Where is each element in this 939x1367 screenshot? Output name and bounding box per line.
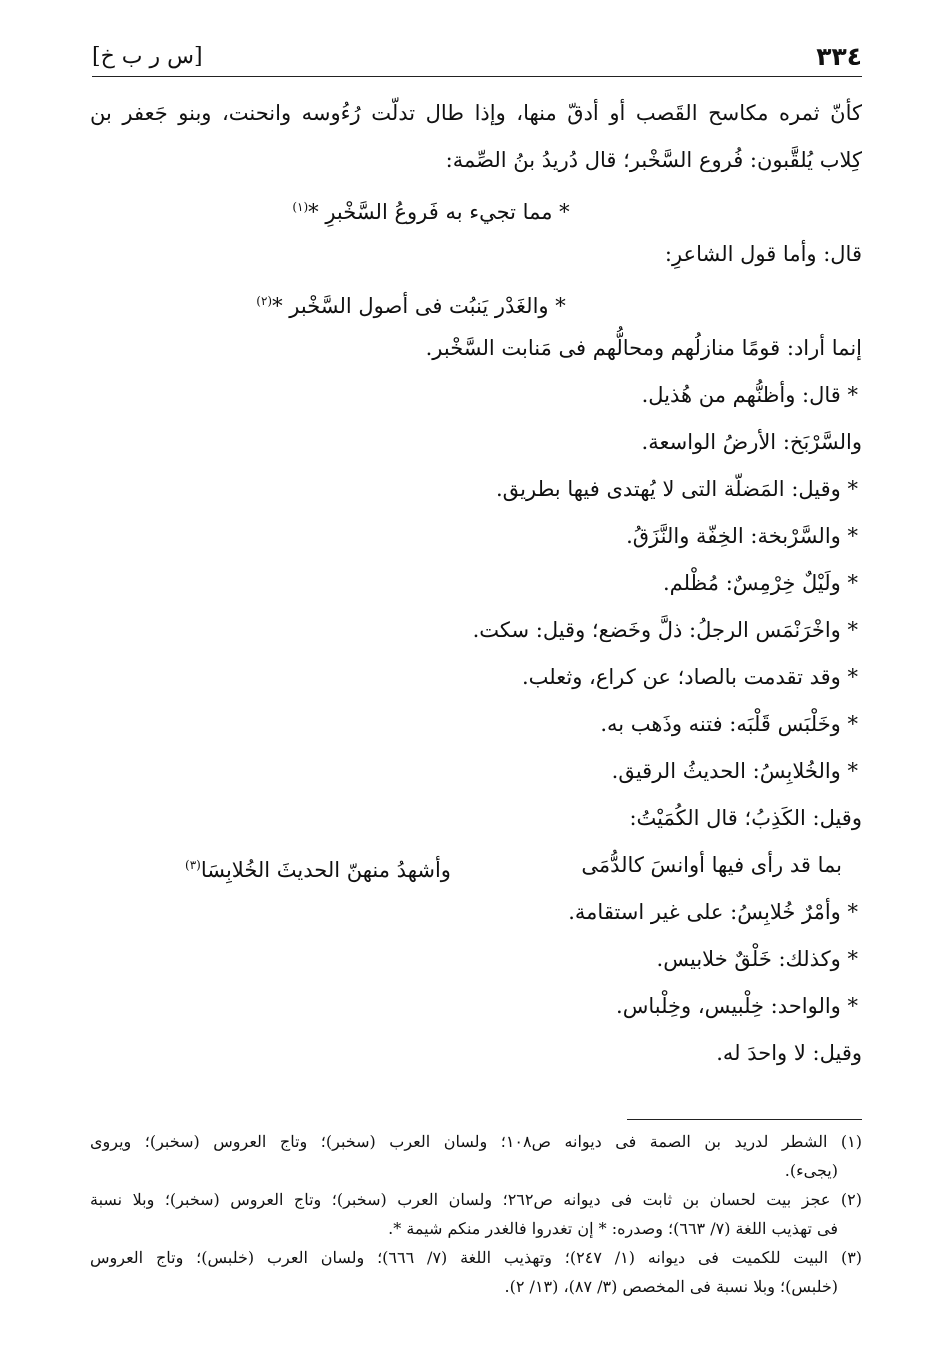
text-line: * وكذلك: خَلْقٌ خلابيس. [656,947,858,971]
footnotes [90,1127,862,1301]
page-header [92,42,862,77]
text-line: * والواحد: خِلْبيس، وخِلْباس. [616,994,858,1018]
text-line: * والخُلابِسُ: الحديثُ الرقيق. [611,759,858,783]
text-line: * وأمْرٌ خُلابِسُ: على غير استقامة. [568,900,858,924]
verse-text: وأشهدُ منهنّ الحديثَ الخُلابِسَا [200,858,451,882]
text-line: * وخَلْبَس قَلْبَه: فتنه وذَهب به. [600,712,858,736]
text-line: قال: وأما قول الشاعرِ: [664,242,862,266]
footnote-divider [627,1119,862,1120]
footnote-ref: (١) [292,200,309,214]
verse-text: * والغَدْر يَنبُت فى أصول السَّخْبر * [272,294,566,318]
text-line: وقيل: الكَذِبُ؛ قال الكُمَيْتُ: [629,806,862,830]
footnote-2: (٢) عجز بيت لحسان بن ثابت فى ديوانه ص٢٦٢؛ ولسان العرب (سخبر)؛ وتاج العروس (سخبر)؛ وبلا نسبة [90,1190,862,1209]
text-line: * والسَّرْبخة: الخِفّة والنَّزَقُ. [626,524,858,548]
poetry-line [90,184,862,231]
footnote-3: (٣) البيت للكميت فى ديوانه (١/ ٢٤٧)؛ وتهذيب اللغة (٧/ ٦٦٦)؛ ولسان العرب (خلبس)؛ وتاج العروس [90,1248,863,1267]
text-line: كِلاب يُلقَّبون: فُروع السَّخْبر؛ قال دُريدُ بنُ الصِّمة: [445,148,862,172]
verse-text: * مما تجيء به فَروعُ السَّخْبرِ * [308,200,570,224]
footnote-ref: (٣) [185,858,201,872]
verse-second-hemistich [185,842,451,894]
text-line: * قال: وأظنُّهم من هُذيل. [641,383,858,407]
poetry-line [90,278,862,325]
text-line: * واخْرَنْمَس الرجلُ: ذلَّ وخَضع؛ وقيل: سكت. [472,618,858,642]
footnote-1: (١) الشطر لدريد بن الصمة فى ديوانه ص١٠٨؛ ولسان العرب (سخبر)؛ وتاج العروس (سخبر)؛ ويروى [90,1132,862,1151]
verse-first-hemistich: بما قد رأى فيها أوانسَ كالدُّمَى [581,853,842,877]
text-line: * ولَيْلٌ خِرْمِسٌ: مُظْلم. [662,571,858,595]
root-label: [س ر ب خ] [92,44,203,69]
text-line: * وقد تقدمت بالصاد؛ عن كراع، وثعلب. [522,665,858,689]
page-number: ٣٣٤ [816,42,862,71]
text-line: * وقيل: المَضلّة التى لا يُهتدى فيها بطريق. [495,477,858,501]
footnote-1-cont: (يجىء). [784,1161,838,1180]
footnote-ref: (٢) [256,294,273,308]
footnote-3-cont: (خلبس)؛ وبلا نسبة فى المخصص (٣/ ٨٧)، (١٣/ ٢). [504,1277,838,1296]
verse [90,842,862,889]
footnote-2-cont: فى تهذيب اللغة (٧/ ٦٦٣)؛ وصدره: * إن تغدروا فالغدر منكم شيمة *. [388,1219,838,1238]
text-line: كأنّ ثمره مكاسح القَصب أو أدقّ منها، وإذا طال تدلّت رُءُوسه وانحنت، وبنو جَعفر بن [90,101,862,125]
text-line: إنما أراد: قومًا منازلُهم ومحالُّهم فى مَنابت السَّخْبر. [425,336,862,360]
text-line: وقيل: لا واحدَ له. [716,1041,862,1065]
text-line: والسَّرْبَخ: الأرضُ الواسعة. [641,430,862,454]
main-text [90,90,862,1077]
